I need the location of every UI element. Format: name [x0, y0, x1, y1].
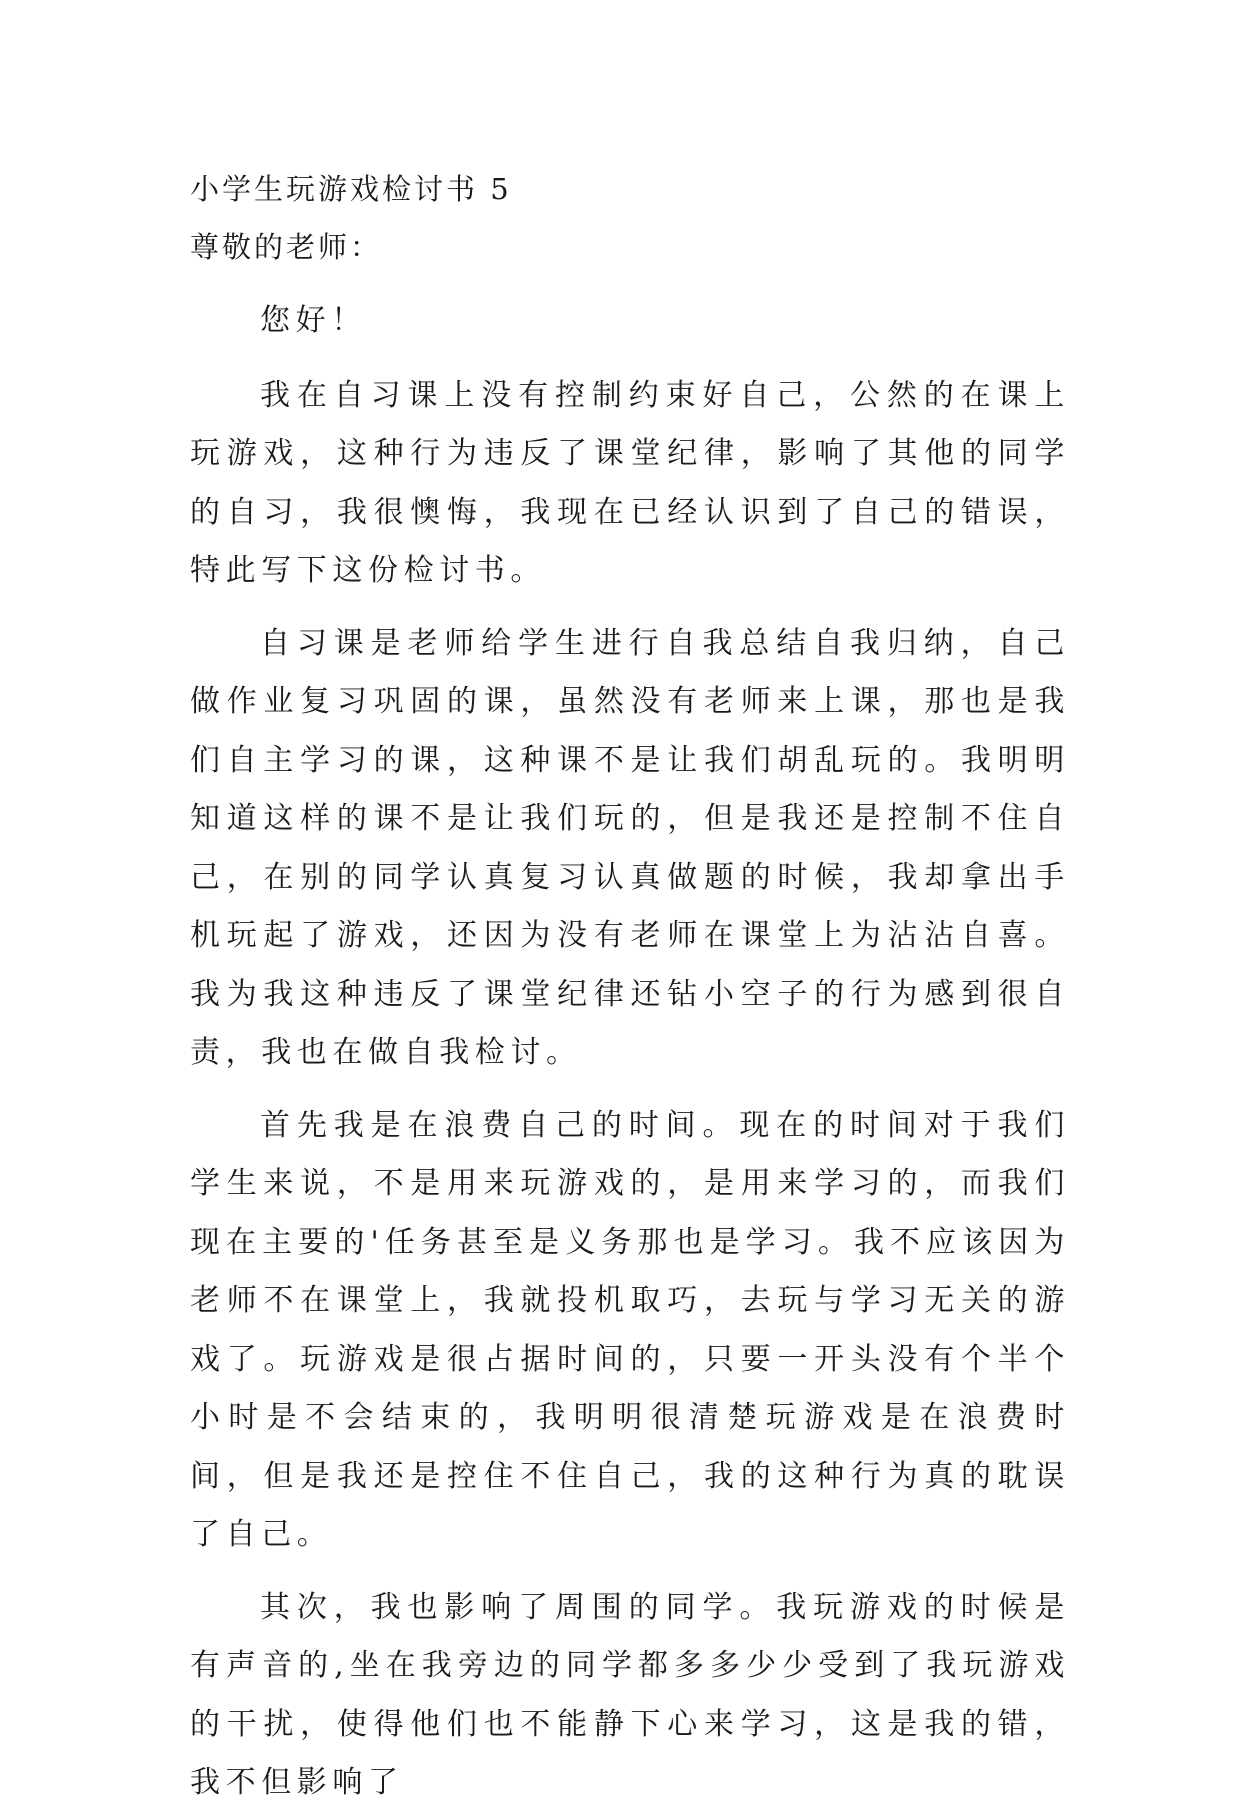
salutation: 尊敬的老师：	[190, 230, 383, 264]
document-title: 小学生玩游戏检讨书 5	[190, 172, 512, 206]
paragraph: 我在自习课上没有控制约束好自己，公然的在课上玩游戏，这种行为违反了课堂纪律，影响了其他的同学的自习，我很懊悔，我现在已经认识到了自己的错误，特此写下这份检讨书。	[190, 377, 1070, 588]
greeting: 您好！	[260, 303, 367, 338]
paragraph: 自习课是老师给学生进行自我总结自我归纳，自己做作业复习巩固的课，虽然没有老师来上课，那也是我们自主学习的课，这种课不是让我们胡乱玩的。我明明知道这样的课不是让我们玩的，但是我还是控制不住自己，在别的同学认真复习认真做题的时候，我却拿出手机玩起了游戏，还因为没有老师在课堂上为沾沾自喜。我为我这种违反了课堂纪律还钻小空子的行为感到很自责，我也在做自我检讨。	[190, 625, 1070, 1070]
document-body	[190, 160, 1070, 1813]
paragraph: 首先我是在浪费自己的时间。现在的时间对于我们学生来说，不是用来玩游戏的，是用来学习的，而我们现在主要的'任务甚至是义务那也是学习。我不应该因为老师不在课堂上，我就投机取巧，去玩与学习无关的游戏了。玩游戏是很占据时间的，只要一开头没有个半个小时是不会结束的，我明明很清楚玩游戏是在浪费时间，但是我还是控住不住自己，我的这种行为真的耽误了自己。	[190, 1107, 1070, 1552]
paragraph: 其次，我也影响了周围的同学。我玩游戏的时候是有声音的,坐在我旁边的同学都多多少少受到了我玩游戏的干扰，使得他们也不能静下心来学习，这是我的错，我不但影响了	[190, 1589, 1070, 1800]
